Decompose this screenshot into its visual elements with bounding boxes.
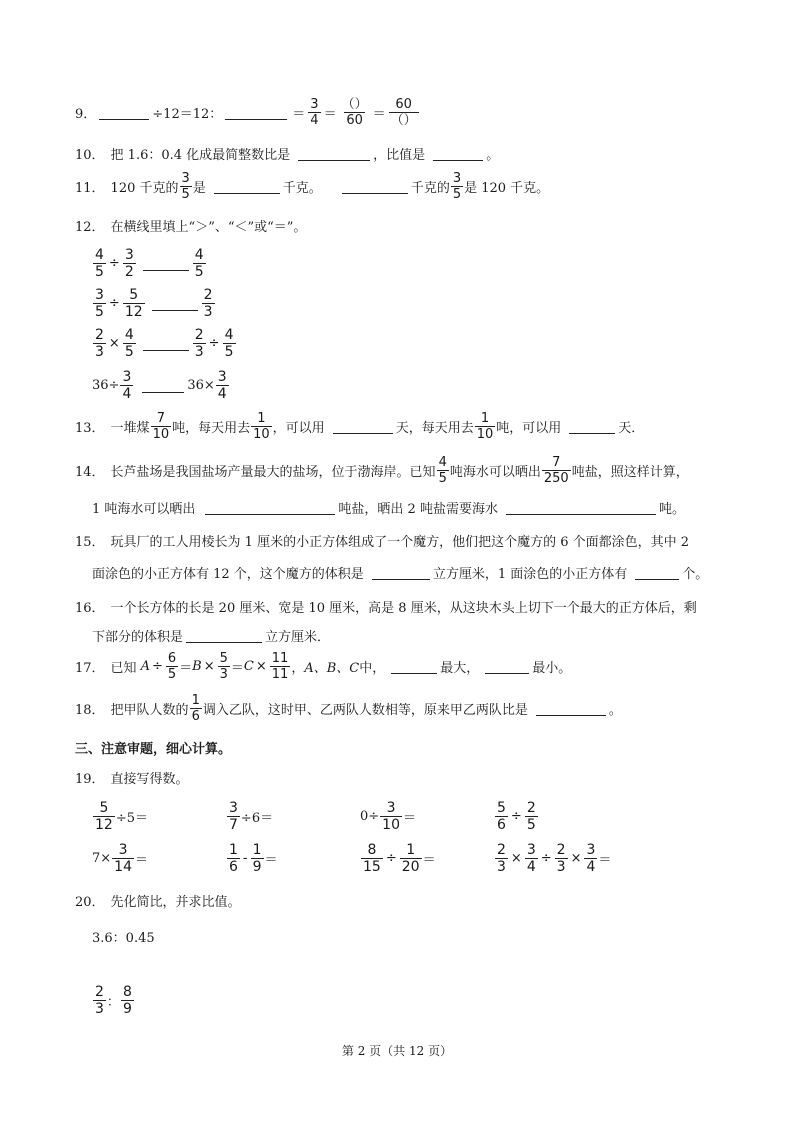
answer-blank[interactable] (485, 659, 529, 674)
fraction: $\frac{2}{5}$ (526, 799, 536, 833)
equals-sign: ＝ (323, 106, 337, 122)
fraction: $\frac{2}{3}$ (95, 326, 104, 360)
fraction: $\frac{2}{3}$ (497, 841, 506, 875)
divide-sign: ÷ (385, 850, 397, 866)
fraction: $\frac{3}{4}$ (586, 841, 596, 875)
q-text: 0÷ (360, 808, 380, 824)
question-14 (75, 454, 689, 486)
q-text: ＝ (598, 852, 612, 868)
q-text: 是 (192, 180, 206, 196)
q-number: 13． (75, 420, 105, 436)
q-text: 已知 (110, 660, 137, 676)
multiply-sign: × (203, 658, 215, 674)
calc-item-g (360, 841, 436, 875)
q-number: 18． (75, 702, 105, 718)
fraction: $\frac{5}{3}$ (219, 650, 228, 682)
q-number: 10． (75, 147, 105, 163)
q-text: 吨盐，晒出 2 吨盐需要海水 (338, 501, 498, 517)
variable-a: A (140, 658, 150, 674)
answer-blank[interactable] (433, 146, 483, 161)
fraction: $\frac{2}{3}$ (194, 326, 204, 360)
fraction: $\frac{4}{5}$ (224, 326, 234, 360)
q-text: 1 吨海水可以晒出 (92, 501, 196, 517)
compare-blank[interactable] (143, 336, 189, 351)
answer-blank[interactable] (214, 179, 280, 194)
compare-row-2 (92, 286, 216, 320)
q-text: 36÷ (92, 377, 120, 393)
divide-sign: ÷ (510, 808, 522, 824)
fraction: $\frac{60}{()}$ (390, 96, 417, 128)
q-text: 直接写得数。 (110, 771, 189, 787)
fraction: $\frac{8}{15}$ (363, 841, 381, 875)
q-text: 立方厘米． (265, 629, 331, 645)
fraction: $\frac{3}{10}$ (382, 799, 400, 833)
fraction: $\frac{8}{9}$ (122, 983, 132, 1017)
q-text: 先化简比，并求比值。 (110, 894, 241, 910)
q-text: 长芦盐场是我国盐场产量最大的盐场，位于渤海岸。已知 (110, 464, 436, 480)
q-text: ＝ (135, 852, 149, 868)
fraction: $\frac{11}{11}$ (271, 650, 289, 682)
fraction: $\frac{7}{10}$ (152, 410, 170, 442)
colon: ： (106, 994, 120, 1010)
fraction: $\frac{5}{12}$ (95, 799, 113, 833)
q-text: 立方厘米，1 面涂色的小正方体有 (432, 566, 628, 582)
question-20 (75, 890, 241, 910)
answer-blank[interactable] (298, 146, 370, 161)
q-text: 7× (92, 850, 112, 866)
q-text: ＝ (264, 852, 278, 868)
q-text: 是 120 千克。 (464, 180, 550, 196)
answer-blank[interactable] (333, 419, 393, 434)
equals-sign: ＝ (292, 106, 306, 122)
q-text: ＝ (422, 852, 436, 868)
q-text: ，比值是 (373, 147, 426, 163)
q-text: ÷12＝12： (152, 106, 223, 122)
minus-sign: - (242, 850, 248, 866)
compare-blank[interactable] (143, 256, 189, 271)
q-number: 17． (75, 660, 105, 676)
q-text: 吨，可以用 (496, 420, 562, 436)
fraction: $\frac{3}{4}$ (526, 841, 536, 875)
calc-item-c (360, 799, 417, 833)
fraction: $\frac{4}{5}$ (124, 326, 134, 360)
q-number: 14． (75, 464, 105, 480)
fraction: $\frac{3}{5}$ (95, 286, 104, 320)
equals-sign: ＝ (230, 660, 244, 676)
fraction: $\frac{3}{4}$ (217, 368, 227, 402)
answer-blank[interactable] (205, 500, 335, 515)
calc-item-f (226, 841, 278, 875)
fraction: $\frac{3}{4}$ (122, 368, 132, 402)
q-number: 16． (75, 600, 105, 616)
question-18 (75, 692, 622, 724)
q-text: ，可以用 (272, 420, 325, 436)
divide-sign: ÷ (108, 255, 120, 271)
question-11 (75, 170, 550, 202)
equals-sign: ＝ (179, 660, 193, 676)
q-text: 把 1.6：0.4 化成最简整数比是 (110, 147, 291, 163)
fraction: $\frac{4}{5}$ (194, 246, 204, 280)
calc-item-h (494, 841, 612, 875)
divide-sign: ÷ (540, 850, 552, 866)
question-13 (75, 410, 645, 442)
fraction: $\frac{()}{60}$ (341, 96, 368, 128)
fraction: $\frac{2}{3}$ (556, 841, 566, 875)
q-text: 个。 (682, 566, 709, 582)
q-text: 。 (608, 702, 622, 718)
calc-item-e (92, 841, 149, 875)
compare-row-3 (92, 326, 237, 360)
variables-abc: A、B、C (304, 660, 360, 676)
fraction: $\frac{5}{12}$ (124, 286, 143, 320)
q-text: 吨。 (658, 501, 685, 517)
calc-item-d (494, 799, 539, 833)
ratio-item-b (92, 983, 135, 1017)
fraction: $\frac{1}{6}$ (229, 841, 238, 875)
fraction: $\frac{4}{5}$ (95, 246, 104, 280)
q-text: 最小。 (532, 660, 572, 676)
q-text: 下部分的体积是 (92, 629, 184, 645)
fraction: $\frac{5}{6}$ (497, 799, 506, 833)
q-text: 天． (618, 420, 645, 436)
answer-blank[interactable] (342, 179, 408, 194)
fraction: $\frac{1}{10}$ (476, 410, 494, 442)
fraction: $\frac{2}{3}$ (95, 983, 104, 1017)
question-16 (75, 596, 697, 616)
page-footer: 第 2 页（共 12 页） (341, 1044, 453, 1058)
answer-blank[interactable] (635, 565, 679, 580)
multiply-sign: × (510, 850, 522, 866)
q-text: 面涂色的小正方体有 12 个，这个魔方的体积是 (92, 566, 364, 582)
question-10 (75, 143, 499, 163)
q-text: 千克的 (410, 180, 450, 196)
question-12 (75, 215, 306, 235)
compare-row-1 (92, 246, 207, 280)
fraction: $\frac{4}{5}$ (438, 454, 447, 486)
fraction: $\frac{1}{9}$ (252, 841, 262, 875)
q-text: 调入乙队，这时甲、乙两队人数相等，原来甲乙两队比是 (202, 702, 528, 718)
compare-blank[interactable] (152, 296, 198, 311)
answer-blank[interactable] (225, 105, 287, 120)
section-title: 三、注意审题，细心计算。 (75, 741, 232, 757)
fraction: $\frac{3}{14}$ (114, 841, 132, 875)
multiply-sign: × (255, 658, 267, 674)
q-number: 9． (75, 106, 97, 122)
q-text: 玩具厂的工人用棱长为 1 厘米的小正方体组成了一个魔方，他们把这个魔方的 6 个面都涂色，其中 2 (110, 534, 690, 550)
question-14-line2 (92, 497, 685, 517)
q-text: 在横线里填上“＞”、“＜”或“＝”。 (110, 219, 307, 235)
q-number: 12． (75, 219, 105, 235)
q-text: 吨，每天用去 (172, 420, 251, 436)
q-text: 36× (187, 377, 215, 393)
answer-blank[interactable] (99, 105, 149, 120)
answer-blank[interactable] (372, 565, 430, 580)
compare-blank[interactable] (142, 378, 184, 393)
q-text: 120 千克的 (110, 180, 179, 196)
q-text: 把甲队人数的 (110, 702, 189, 718)
q-number: 11． (75, 180, 105, 196)
question-17 (75, 650, 572, 682)
divide-sign: ÷ (151, 658, 163, 674)
question-9 (75, 96, 420, 128)
answer-blank[interactable] (536, 701, 606, 716)
q-text: ＝ (403, 810, 417, 826)
question-16-line2 (92, 625, 330, 645)
answer-blank[interactable] (569, 419, 615, 434)
variable-c: C (243, 658, 254, 674)
fraction: $\frac{3}{2}$ (124, 246, 134, 280)
q-number: 15． (75, 534, 105, 550)
ratio-item-a: 3.6：0.45 (92, 930, 155, 946)
calc-item-b (226, 799, 274, 833)
multiply-sign: × (570, 850, 582, 866)
calc-item-a (92, 799, 148, 833)
answer-blank[interactable] (391, 659, 437, 674)
q-text: ÷6＝ (240, 810, 274, 826)
question-15-line2 (92, 562, 708, 582)
question-19 (75, 767, 189, 787)
divide-sign: ÷ (108, 295, 120, 311)
compare-row-4 (92, 368, 230, 402)
equals-sign: ＝ (372, 106, 386, 122)
q-text: 最大， (440, 660, 480, 676)
fraction: $\frac{2}{3}$ (203, 286, 213, 320)
fraction: $\frac{6}{5}$ (167, 650, 177, 682)
fraction: $\frac{1}{20}$ (401, 841, 420, 875)
q-text: 一个长方体的长是 20 厘米、宽是 10 厘米，高是 8 厘米，从这块木头上切下一个最大的正方体后，剩 (110, 600, 697, 616)
fraction: $\frac{1}{10}$ (253, 410, 270, 442)
fraction: $\frac{7}{250}$ (543, 454, 569, 486)
q-text: ÷5＝ (115, 810, 148, 826)
multiply-sign: × (108, 335, 120, 351)
answer-blank[interactable] (506, 500, 656, 515)
fraction: $\frac{3}{5}$ (452, 170, 462, 202)
q-text: 千克。 (282, 180, 322, 196)
q-text: ， (291, 660, 305, 676)
q-number: 20． (75, 894, 105, 910)
q-text: 吨盐，照这样计算， (571, 464, 689, 480)
fraction: $\frac{3}{4}$ (310, 96, 319, 128)
variable-b: B (192, 658, 202, 674)
q-text: 一堆煤 (110, 420, 150, 436)
q-text: 中， (359, 660, 386, 676)
divide-sign: ÷ (208, 335, 220, 351)
q-number: 19． (75, 771, 105, 787)
fraction: $\frac{3}{7}$ (229, 799, 238, 833)
q-text: 天，每天用去 (395, 420, 474, 436)
question-15 (75, 530, 689, 550)
fraction: $\frac{1}{6}$ (191, 692, 200, 724)
answer-blank[interactable] (186, 628, 262, 643)
q-text: 。 (486, 147, 500, 163)
q-text: 吨海水可以晒出 (449, 464, 541, 480)
fraction: $\frac{3}{5}$ (181, 170, 190, 202)
